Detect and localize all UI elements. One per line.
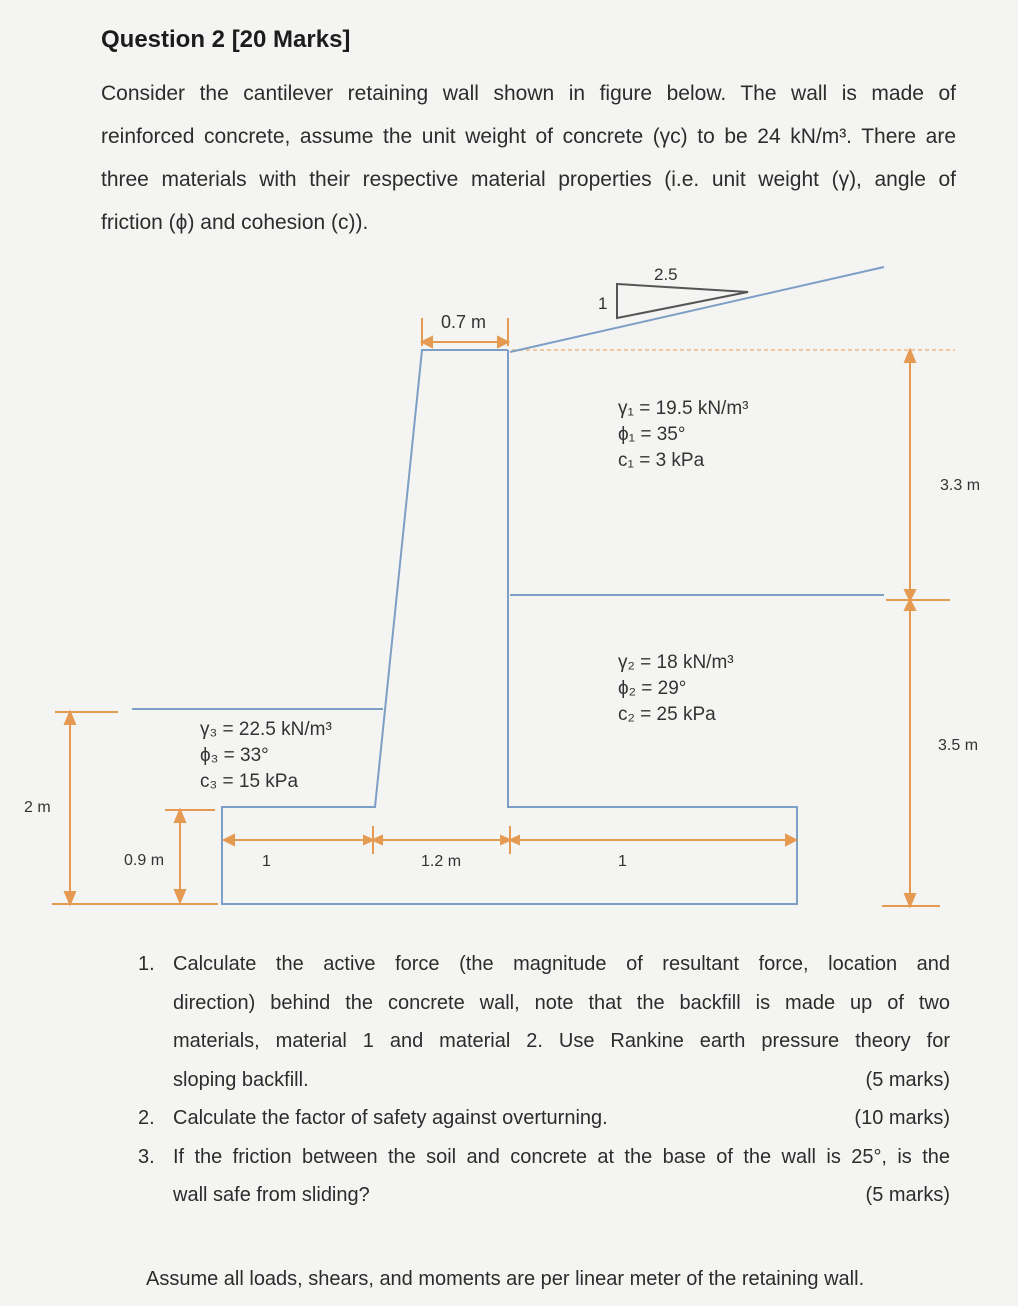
task-list: [138, 945, 950, 1215]
task-line: Calculate the factor of safety against overturning.: [173, 1107, 608, 1129]
task-line: direction) behind the concrete wall, note that the backfill is made up of two: [173, 991, 950, 1014]
task-line: sloping backfill.: [173, 1068, 309, 1091]
task-item: [138, 1099, 950, 1138]
material2-gamma: γ₂ = 18 kN/m³: [618, 652, 734, 673]
upper-height-label: 3.3 m: [940, 477, 981, 494]
base-dimension: [224, 826, 796, 854]
lower-height-label: 3.5 m: [938, 737, 979, 754]
base-thickness-label: 0.9 m: [124, 852, 165, 869]
material2-cohesion: c₂ = 25 kPa: [618, 704, 716, 725]
intro-line: Consider the cantilever retaining wall shown in figure below. The wall is made of: [101, 82, 956, 105]
intro-line: three materials with their respective material properties (i.e. unit weight (γ), angle of: [101, 168, 956, 191]
task-line: wall safe from sliding?: [173, 1184, 370, 1206]
task-number: 3.: [138, 1145, 155, 1168]
task-line: If the friction between the soil and concrete at the base of the wall is 25°, is the: [173, 1145, 950, 1168]
task-marks: (5 marks): [865, 1184, 950, 1206]
intro-line: friction (ϕ) and cohesion (c)).: [101, 211, 369, 234]
stem-base-width-label: 1.2 m: [421, 853, 462, 870]
toe-length-label: 1: [262, 853, 271, 870]
heel-length-label: 1: [618, 853, 627, 870]
material1-cohesion: c₁ = 3 kPa: [618, 450, 705, 471]
task-number: 2.: [138, 1107, 155, 1129]
right-height-dimension: [882, 350, 950, 906]
task-line: Calculate the active force (the magnitude of resultant force, location and: [173, 953, 950, 975]
task-marks: (5 marks): [865, 1068, 950, 1091]
footer-note: Assume all loads, shears, and moments are per linear meter of the retaining wall.: [146, 1268, 865, 1290]
task-item: [138, 945, 950, 1099]
base-thickness-dimension: [165, 810, 215, 902]
task-line: materials, material 1 and material 2. Use Rankine earth pressure theory for: [173, 1030, 950, 1052]
wall-outline: [222, 350, 797, 904]
material1-phi: ϕ₁ = 35°: [618, 424, 686, 445]
sloping-backfill-surface: [510, 267, 884, 352]
intro-line: reinforced concrete, assume the unit weight of concrete (γc) to be 24 kN/m³. There are: [101, 125, 956, 148]
left-height-dimension: [52, 712, 218, 904]
slope-rise-label: 1: [598, 294, 608, 313]
total-front-height-label: 2 m: [24, 799, 51, 816]
task-number: 1.: [138, 953, 155, 975]
slope-run-label: 2.5: [654, 265, 678, 284]
material3-gamma: γ₃ = 22.5 kN/m³: [200, 719, 332, 740]
task-marks: (10 marks): [854, 1107, 950, 1129]
material3-phi: ϕ₃ = 33°: [200, 745, 269, 766]
material2-phi: ϕ₂ = 29°: [618, 678, 687, 699]
task-item: [138, 1138, 950, 1215]
stem-top-width-label: 0.7 m: [441, 312, 487, 332]
material1-gamma: γ₁ = 19.5 kN/m³: [618, 398, 749, 419]
material3-cohesion: c₃ = 15 kPa: [200, 771, 299, 792]
question-title: Question 2 [20 Marks]: [101, 26, 351, 53]
